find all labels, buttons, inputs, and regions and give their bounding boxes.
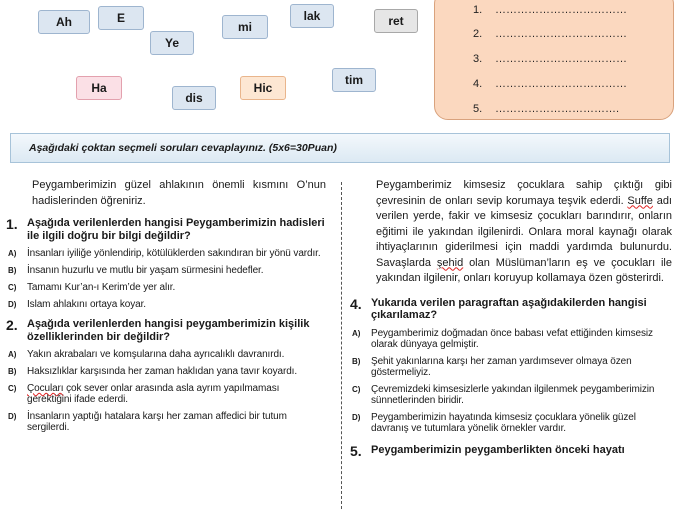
answer-line-5[interactable]: 5. ……………………………. — [473, 103, 620, 115]
syllable-card: dis — [172, 86, 216, 110]
passage-paragraph: Peygamberimiz kimsesiz çocuklara sahip çıktığı gibi çevresinin de onları sevip korumaya teşvik ederdi. Suffe adı verilen yerde, fakir ve kimsesiz çocukları barındırır, onların eğitimi ile yakından ilgilenirdi. Onlara moral kaynağı olarak ihtiyaçlarının giderilmesi için maddi yardımda bulunurdu. Savaşlarda şehid olan Müslüman’ların eş ve çocukları ile yakından ilgilenir, onları koruyup kollamaya özen gösterirdi. — [376, 179, 672, 284]
option-2d[interactable]: D) İnsanların yaptığı hatalara karşı her zaman affedici bir tutum sergilerdi. — [8, 411, 287, 433]
syllable-card: Ha — [76, 76, 122, 100]
intro-paragraph: Peygamberimizin güzel ahlakının önemli kısmını O’nun hadislerinden öğreniriz. — [32, 179, 326, 207]
answer-line-1[interactable]: 1. ……………………………… — [473, 4, 627, 16]
syllable-card: tim — [332, 68, 376, 92]
option-1a[interactable]: A) İnsanları iyiliğe yönlendirip, kötülüklerden sakındıran bir yönü vardır. — [8, 248, 321, 259]
option-4c[interactable]: C) Çevremizdeki kimsesizlerle yakından ilgilenmek peygamberimizin sünnetlerinden biridir. — [352, 383, 655, 406]
option-4a[interactable]: A) Peygamberimiz doğmadan önce babası vefat ettiğinden kimsesiz olarak dünyaya gelmiştir. — [352, 327, 653, 350]
option-4b[interactable]: B) Şehit yakınlarına karşı her zaman yardımsever olmaya özen göstermeliyiz. — [352, 355, 632, 378]
option-2c[interactable]: C) Çocuları çok sever onlar arasında asla ayrım yapılmaması gerektiğini ifade ederdi. — [8, 383, 280, 405]
option-2b[interactable]: B) Haksızlıklar karşısında her zaman haklıdan yana tavır koyardı. — [8, 366, 298, 377]
question-1: 1. Aşağıda verilenlerden hangisi Peygamberimizin hadisleri ile ilgili doğru bir bilgi değildir? — [6, 216, 325, 242]
question-4: 4. Yukarıda verilen paragraftan aşağıdakilerden hangisi çıkarılamaz? — [350, 295, 647, 321]
option-1c[interactable]: C) Tamamı Kur’an-ı Kerim’de yer alır. — [8, 282, 176, 293]
syllable-card: Hic — [240, 76, 286, 100]
question-5: 5. Peygamberimizin peygamberlikten önceki hayatı — [350, 442, 625, 459]
option-1b[interactable]: B) İnsanın huzurlu ve mutlu bir yaşam sürmesini hedefler. — [8, 265, 264, 276]
answer-line-3[interactable]: 3. ……………………………… — [473, 53, 627, 65]
syllable-card: Ah — [38, 10, 90, 34]
option-4d[interactable]: D) Peygamberimizin hayatında kimsesiz çocuklara yönelik güzel davranış ve tutumlara yönelik örnekler vardır. — [352, 411, 636, 434]
syllable-card: Ye — [150, 31, 194, 55]
question-2: 2. Aşağıda verilenlerden hangisi peygamberimizin kişilik özelliklerinden bir değildir? — [6, 317, 310, 343]
left-column — [6, 178, 326, 433]
column-divider — [341, 182, 342, 509]
option-1d[interactable]: D) Islam ahlakını ortaya koyar. — [8, 299, 146, 310]
answer-line-2[interactable]: 2. ……………………………… — [473, 28, 627, 40]
syllable-card: ret — [374, 9, 418, 33]
right-column — [350, 178, 672, 458]
option-2a[interactable]: A) Yakın akrabaları ve komşularına daha ayrıcalıklı davranırdı. — [8, 349, 285, 360]
answer-line-4[interactable]: 4. ……………………………… — [473, 78, 627, 90]
syllable-card: E — [98, 6, 144, 30]
syllable-card: lak — [290, 4, 334, 28]
answer-box — [434, 0, 674, 120]
syllable-card: mi — [222, 15, 268, 39]
instruction-banner: Aşağıdaki çoktan seçmeli soruları cevaplayınız. (5x6=30Puan) — [10, 133, 670, 163]
